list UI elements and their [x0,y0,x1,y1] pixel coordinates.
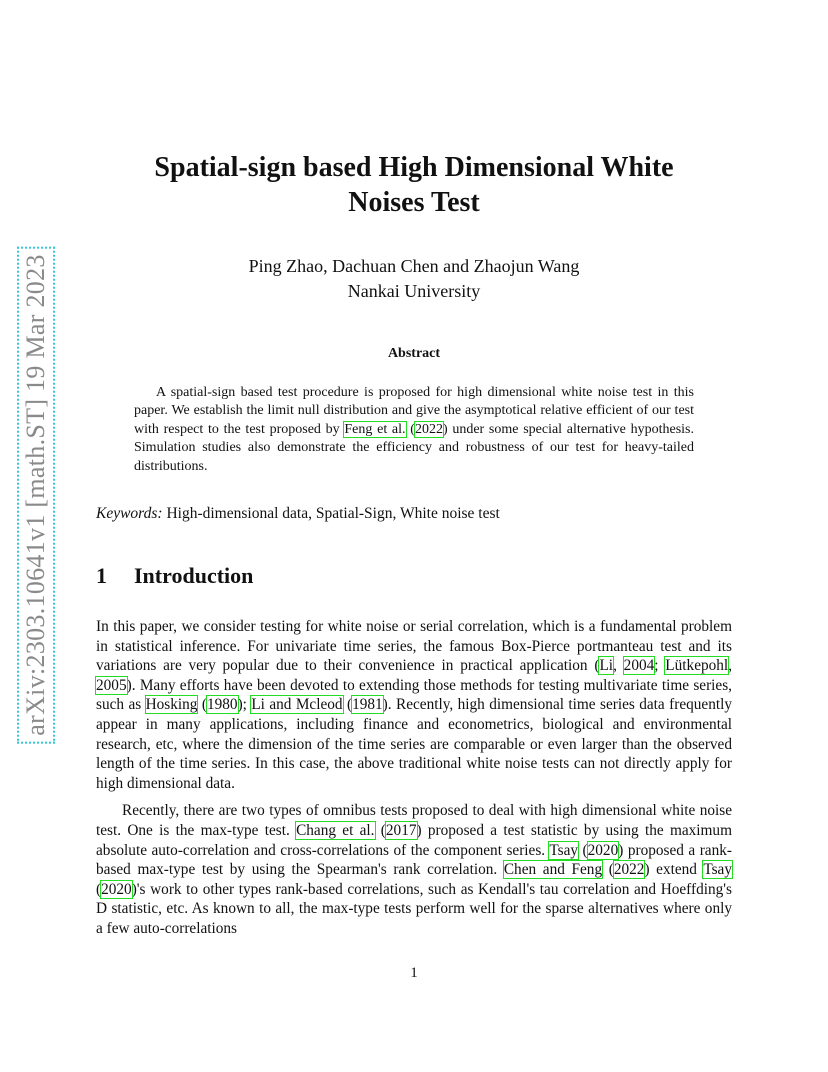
citation-link[interactable]: Tsay [549,841,579,859]
abstract-text-part: ) under some special alternative hypothesis. Simulation studies also demonstrate the efficiency and robustness of our test for heavy-tailed distributions. [134,421,694,474]
paragraph [96,617,732,793]
paragraph-text: ). Recently, high dimensional time series data frequently appear in many applications, including finance and econometrics, biological and environmental research, etc, where the dimension of the time series are comparable or even larger than the observed length of the time series. In this case, the above traditional white noise tests can not directly apply for high dimensional data. [96,696,732,792]
paragraph-text: ( [197,696,207,714]
keywords-label: Keywords: [96,505,163,522]
introduction-body [96,617,732,939]
abstract-text [134,384,694,476]
citation-year-link[interactable]: 2020 [101,880,132,898]
arxiv-identifier-stamp[interactable] [0,0,70,1072]
section-title: Introduction [134,563,254,588]
citation-link[interactable]: Li [599,657,614,675]
section-heading [96,563,732,589]
paper-title [96,150,732,220]
author-block [96,254,732,304]
arxiv-identifier-text[interactable]: arXiv:2303.10641v1 [math.ST] 19 Mar 2023 [17,246,55,743]
abstract-text-part: A spatial-sign based test procedure is proposed for high dimensional white noise test in this paper. We establish the limit null distribution and give the asymptotical relative efficient of our test with respect to the test proposed by [134,385,694,437]
abstract-heading: Abstract [387,346,441,361]
paragraph-text: In this paper, we consider testing for white noise or serial correlation, which is a fundamental problem in statistical inference. For univariate time series, the famous Box-Pierce portmanteau test and its variations are very popular due to their convenience in practical application ( [96,618,732,675]
citation-link[interactable]: Li and Mcleod [251,696,343,714]
page-number: 1 [410,965,418,981]
paragraph-text: ( [602,861,614,879]
citation-year-link[interactable]: 2022 [414,421,443,437]
paragraph-text: ( [374,821,386,839]
keywords-line [96,505,732,523]
citation-year-link[interactable]: 1981 [352,696,383,714]
paragraph-text: ) proposed a test statistic by using the maximum absolute auto-correlation and cross-correlations of the component series. [96,821,732,859]
citation-year-link[interactable]: 2017 [385,821,417,839]
abstract-text-part: ( [405,421,415,437]
citation-link[interactable]: Chang et al. [296,821,375,839]
paragraph-text: ) proposed a rank-based max-type test by using the Spearman's rank correlation. [96,841,732,879]
section-number: 1 [96,563,107,588]
citation-link[interactable]: Chen and Feng [503,861,603,879]
citation-year-link[interactable]: 2004 [623,657,655,675]
author-affiliation: Nankai University [347,281,481,301]
paragraph-text: )'s work to other types rank-based correlations, such as Kendall's tau correlation and Hoeffding's D statistic, etc. As known to all, the max-type tests perform well for the sparse alternatives where only a few auto-correlations [96,880,732,937]
paragraph-text: , [728,657,733,675]
paragraph-text: ( [578,841,588,859]
citation-link[interactable]: Hosking [145,696,198,714]
paragraph-text: ; [654,657,666,675]
paragraph-text: Recently, there are two types of omnibus tests proposed to deal with high dimensional white noise test. One is the max-type test. [96,802,732,839]
citation-link[interactable]: Tsay [703,861,732,879]
paragraph-text: ) extend [644,861,704,879]
paragraph-text: , [613,657,624,675]
citation-link[interactable]: Lütkepohl [665,657,729,675]
citation-year-link[interactable]: 2022 [613,861,645,879]
citation-link[interactable]: Feng et al. [344,421,406,437]
author-names: Ping Zhao, Dachuan Chen and Zhaojun Wang [248,256,580,276]
keywords-text: High-dimensional data, Spatial-Sign, White noise test [166,505,500,522]
paper-title-line-1: Spatial-sign based High Dimensional White [154,152,674,183]
paragraph [96,801,732,938]
paper-title-line-2: Noises Test [348,187,480,218]
paragraph-text: ( [96,880,102,898]
paragraph-text: ). Many efforts have been devoted to extending those methods for testing multivariate time series, such as [96,676,732,714]
citation-year-link[interactable]: 1980 [206,696,238,714]
paragraph-text: ); [237,696,252,714]
citation-year-link[interactable]: 2005 [96,676,127,694]
citation-year-link[interactable]: 2020 [587,841,619,859]
paragraph-text: ( [342,696,353,714]
